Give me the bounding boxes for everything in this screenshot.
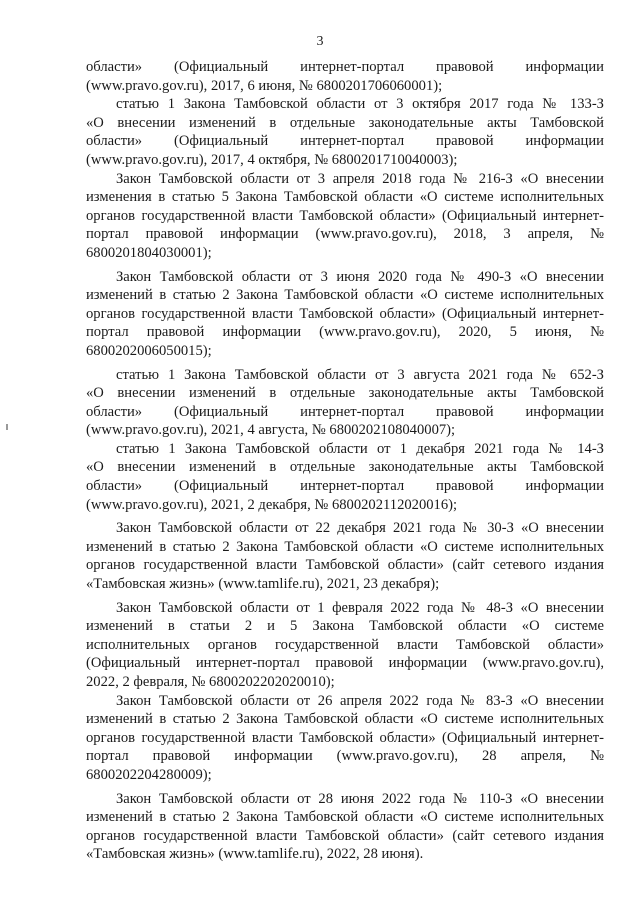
text-line: «Тамбовская жизнь» (www.tamlife.ru), 2022, 28 июня). xyxy=(86,846,424,863)
document-body xyxy=(86,58,604,864)
page-number: 3 xyxy=(316,34,324,49)
paragraph xyxy=(86,599,604,692)
text-line: «О внесении изменений в отдельные законодательные акты Тамбовской xyxy=(86,385,604,402)
text-line: изменения в статью 5 Закона Тамбовской области «О системе исполнительных xyxy=(86,189,604,206)
text-line: портал правовой информации (www.pravo.gov.ru), 2020, 5 июня, № xyxy=(86,324,604,341)
text-line: (www.pravo.gov.ru), 2021, 2 декабря, № 6800202112020016); xyxy=(86,496,458,513)
text-line: области» (Официальный интернет-портал правовой информации xyxy=(86,478,604,495)
margin-mark xyxy=(6,424,8,430)
text-line: органов государственной власти Тамбовской области» (Официальный интернет- xyxy=(86,305,604,322)
text-line: «Тамбовская жизнь» (www.tamlife.ru), 2021, 23 декабря); xyxy=(86,576,440,593)
text-line: «О внесении изменений в отдельные законодательные акты Тамбовской xyxy=(86,459,604,476)
text-line: (www.pravo.gov.ru), 2021, 4 августа, № 6800202108040007); xyxy=(86,422,456,439)
text-line: «О внесении изменений в отдельные законодательные акты Тамбовской xyxy=(86,114,604,131)
text-line: 6800202204280009); xyxy=(86,766,212,783)
text-line: органов государственной власти Тамбовской области» (Официальный интернет- xyxy=(86,207,604,224)
text-line: 6800201804030001); xyxy=(86,244,212,261)
text-line: изменений в статью 2 Закона Тамбовской области «О системе исполнительных xyxy=(86,287,604,304)
text-line: портал правовой информации (www.pravo.gov.ru), 28 апреля, № xyxy=(86,748,604,765)
text-line: портал правовой информации (www.pravo.gov.ru), 2018, 3 апреля, № xyxy=(86,226,604,243)
text-line: Закон Тамбовской области от 3 апреля 2018 года № 216-З «О внесении xyxy=(116,170,604,187)
text-line: статью 1 Закона Тамбовской области от 3 октября 2017 года № 133-З xyxy=(116,96,604,113)
text-line: изменений в статью 2 Закона Тамбовской области «О системе исполнительных xyxy=(86,538,604,555)
text-line: области» (Официальный интернет-портал правовой информации xyxy=(86,59,604,75)
text-line: области» (Официальный интернет-портал правовой информации xyxy=(86,133,604,150)
text-line: (www.pravo.gov.ru), 2017, 6 июня, № 6800201706060001); xyxy=(86,77,443,94)
text-line: органов государственной власти Тамбовской области» (Официальный интернет- xyxy=(86,729,604,746)
paragraph xyxy=(86,366,604,440)
text-line: Закон Тамбовской области от 1 февраля 2022 года № 48-З «О внесении xyxy=(116,599,604,616)
text-line: статью 1 Закона Тамбовской области от 3 августа 2021 года № 652-З xyxy=(116,366,604,383)
text-line: Закон Тамбовской области от 22 декабря 2021 года № 30-З «О внесении xyxy=(116,520,604,537)
paragraph xyxy=(86,170,604,263)
text-line: изменений в статью 2 Закона Тамбовской области «О системе исполнительных xyxy=(86,809,604,826)
paragraph xyxy=(86,790,604,864)
text-line: органов государственной власти Тамбовской области» (сайт сетевого издания xyxy=(86,557,604,574)
text-line: органов государственной власти Тамбовской области» (сайт сетевого издания xyxy=(86,827,604,844)
paragraph xyxy=(86,268,604,361)
text-line: Закон Тамбовской области от 3 июня 2020 года № 490-З «О внесении xyxy=(116,268,604,285)
text-line: статью 1 Закона Тамбовской области от 1 декабря 2021 года № 14-З xyxy=(116,440,604,457)
text-line: Закон Тамбовской области от 26 апреля 2022 года № 83-З «О внесении xyxy=(116,692,604,709)
paragraph xyxy=(86,58,604,95)
text-line: (www.pravo.gov.ru), 2017, 4 октября, № 6800201710040003); xyxy=(86,151,458,168)
text-line: 6800202006050015); xyxy=(86,342,212,359)
text-line: исполнительных органов государственной власти Тамбовской области» xyxy=(86,636,604,653)
text-line: Закон Тамбовской области от 28 июня 2022 года № 110-З «О внесении xyxy=(116,790,604,807)
paragraph xyxy=(86,440,604,514)
paragraph xyxy=(86,519,604,593)
text-line: (Официальный интернет-портал правовой информации (www.pravo.gov.ru), xyxy=(86,655,604,672)
text-line: области» (Официальный интернет-портал правовой информации xyxy=(86,403,604,420)
paragraph xyxy=(86,95,604,169)
paragraph xyxy=(86,692,604,785)
text-line: изменений в статью 2 Закона Тамбовской области «О системе исполнительных xyxy=(86,711,604,728)
text-line: 2022, 2 февраля, № 6800202202020010); xyxy=(86,674,335,690)
text-line: изменений в статьи 2 и 5 Закона Тамбовской области «О системе xyxy=(86,618,604,635)
